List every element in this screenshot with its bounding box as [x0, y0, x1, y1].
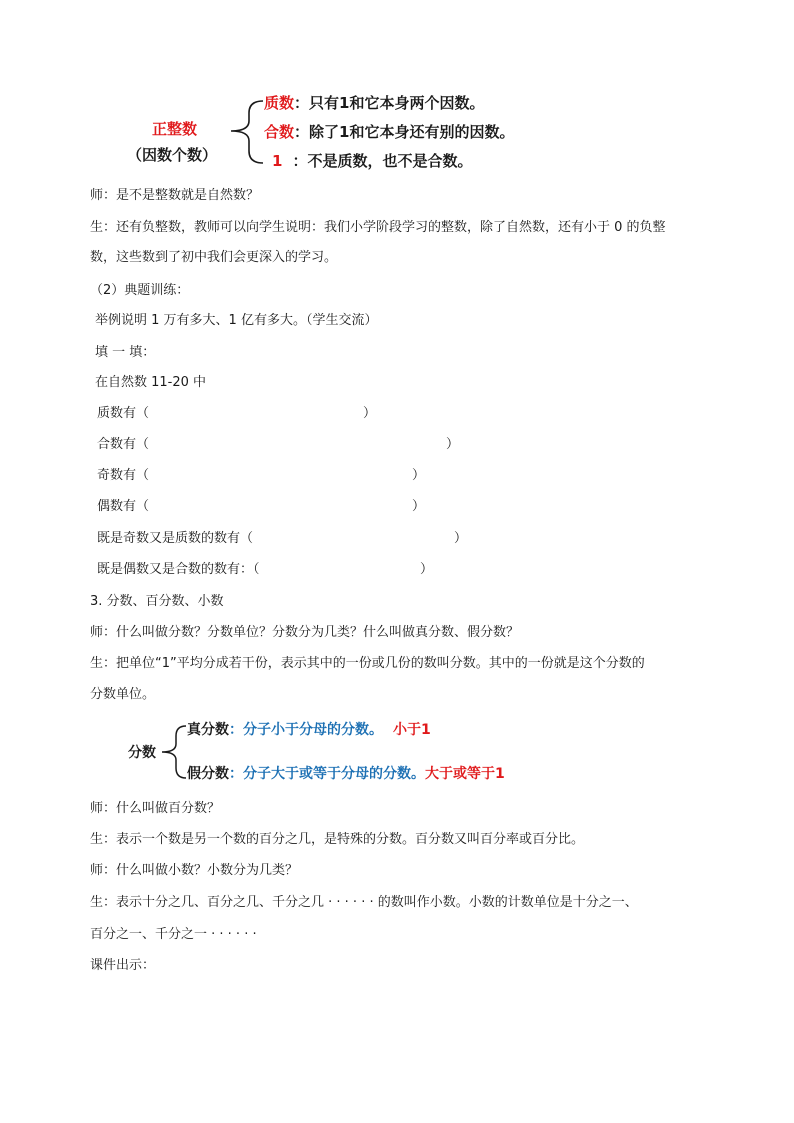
- proper-fraction-row: [187, 720, 431, 740]
- training-heading: （2）典题训练：: [90, 283, 190, 298]
- integer-group-label: 正整数: [152, 120, 198, 138]
- proper-fraction-note: 小于1: [393, 722, 431, 738]
- integer-group-sublabel: （因数个数）: [127, 146, 218, 164]
- fill-even-close: ）: [412, 499, 426, 514]
- answer-fraction-line2: 分数单位。: [90, 687, 156, 702]
- composite-definition: ：除了1和它本身还有别的因数。: [294, 123, 515, 141]
- fraction-brace: [158, 722, 188, 782]
- fill-odd-prime-close: ）: [454, 531, 468, 546]
- fill-composite-close: ）: [446, 437, 460, 452]
- range-line: 在自然数 11-20 中: [95, 375, 207, 390]
- one-definition: ：不是质数，也不是合数。: [292, 152, 473, 170]
- fill-odd-prime-label: 既是奇数又是质数的数有（: [97, 531, 254, 546]
- courseware-line: 课件出示：: [90, 958, 156, 973]
- integer-brace: [225, 97, 265, 167]
- answer-percent: 生：表示一个数是另一个数的百分之几，是特殊的分数。百分数又叫百分率或百分比。: [90, 832, 585, 847]
- answer-integer-line1: 生：还有负整数，教师可以向学生说明：我们小学阶段学习的整数，除了自然数，还有小于 0 的负整: [90, 220, 666, 235]
- answer-integer-line2: 数，这些数到了初中我们会更深入的学习。: [90, 250, 338, 265]
- answer-decimal-line2: 百分之一、千分之一 · · · · · ·: [90, 927, 257, 942]
- fill-odd-close: ）: [412, 468, 426, 483]
- fill-even-label: 偶数有（: [97, 499, 150, 514]
- improper-fraction-definition: ：分子大于或等于分母的分数。: [229, 766, 425, 782]
- question-integer: 师：是不是整数就是自然数？: [90, 188, 260, 203]
- example-line: 举例说明 1 万有多大、1 亿有多大。（学生交流）: [95, 313, 378, 328]
- fill-title: 填 一 填：: [95, 345, 156, 360]
- fill-composite-label: 合数有（: [97, 437, 150, 452]
- answer-decimal-line1: 生：表示十分之几、百分之几、千分之几 · · · · · · 的数叫作小数。小数的计数单位是十分之一、: [90, 895, 638, 910]
- one-row: [272, 151, 472, 171]
- question-fraction: 师：什么叫做分数？分数单位？分数分为几类？什么叫做真分数、假分数？: [90, 625, 520, 640]
- fill-prime-label: 质数有（: [97, 406, 150, 421]
- one-term: 1: [272, 152, 283, 170]
- fill-even-composite-close: ）: [420, 562, 434, 577]
- prime-definition: ：只有1和它本身两个因数。: [294, 94, 485, 112]
- fill-odd-label: 奇数有（: [97, 468, 150, 483]
- improper-fraction-row: [187, 764, 505, 784]
- question-decimal: 师：什么叫做小数？小数分为几类？: [90, 863, 299, 878]
- section-3-heading: 3. 分数、百分数、小数: [90, 594, 224, 609]
- answer-fraction-line1: 生：把单位“1”平均分成若干份，表示其中的一份或几份的数叫分数。其中的一份就是这个分数的: [90, 656, 645, 671]
- composite-row: [264, 122, 514, 142]
- fill-even-composite-label: 既是偶数又是合数的数有：（: [97, 562, 260, 577]
- fill-prime-close: ）: [363, 406, 377, 421]
- composite-term: 合数: [264, 123, 295, 141]
- improper-fraction-note: 大于或等于1: [425, 766, 505, 782]
- prime-term: 质数: [264, 94, 295, 112]
- improper-fraction-term: 假分数: [187, 766, 229, 782]
- fraction-group-label: 分数: [128, 745, 156, 761]
- prime-row: [264, 93, 484, 113]
- question-percent: 师：什么叫做百分数？: [90, 801, 221, 816]
- proper-fraction-definition: ：分子小于分母的分数。: [229, 722, 383, 738]
- proper-fraction-term: 真分数: [187, 722, 229, 738]
